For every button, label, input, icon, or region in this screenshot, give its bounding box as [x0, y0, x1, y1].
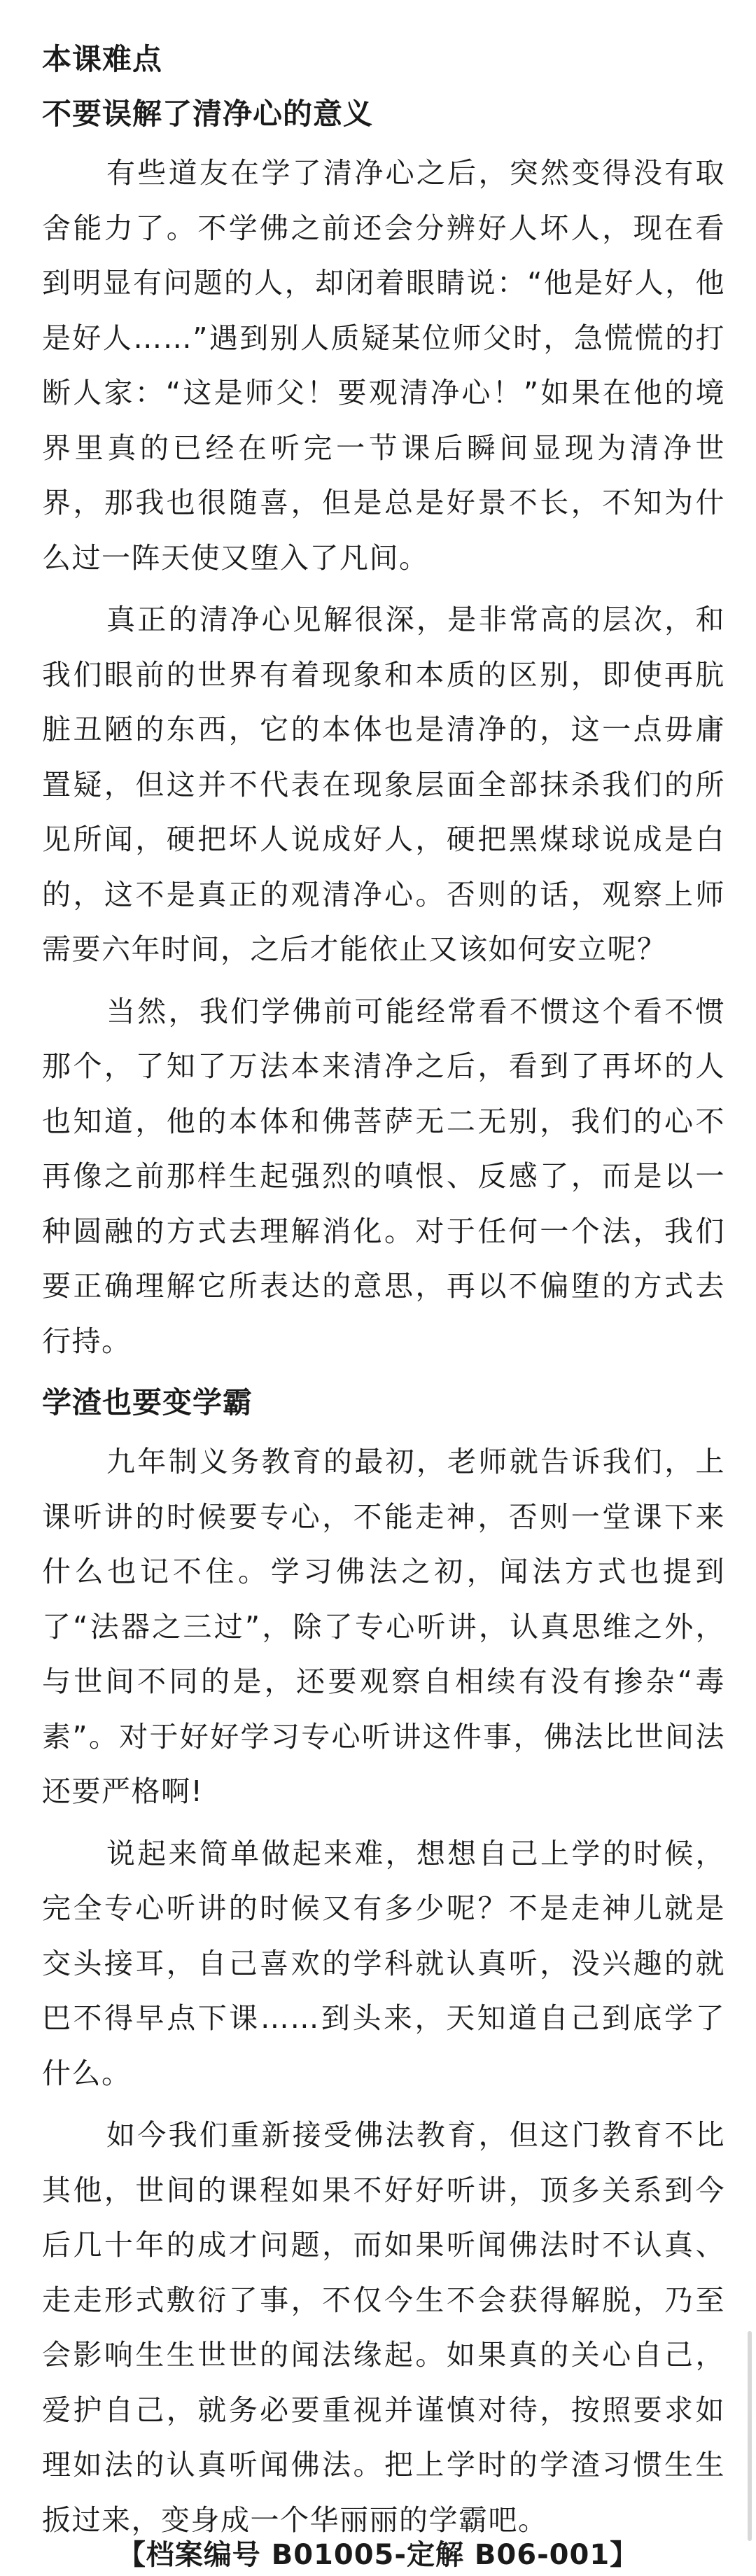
- paragraph: 如今我们重新接受佛法教育，但这门教育不比其他，世间的课程如果不好好听讲，顶多关系到今后几十年的成才问题，而如果听闻佛法时不认真、走走形式敷衍了事，不仅今生不会获得解脱，乃至会影响生生世世的闻法缘起。如果真的关心自己，爱护自己，就务必要重视并谨慎对待，按照要求如理如法的认真听闻佛法。把上学时的学渣习惯生生扳过来，变身成一个华丽丽的学霸吧。: [42, 2118, 725, 2537]
- paragraph: 说起来简单做起来难，想想自己上学的时候，完全专心听讲的时候又有多少呢？不是走神儿就是交头接耳，自己喜欢的学科就认真听，没兴趣的就巴不得早点下课……到头来，天知道自己到底学了什么。: [42, 1836, 725, 2090]
- paragraph: 真正的清净心见解很深，是非常高的层次，和我们眼前的世界有着现象和本质的区别，即使再肮脏丑陋的东西，它的本体也是清净的，这一点毋庸置疑，但这并不代表在现象层面全部抹杀我们的所见所闻，硬把坏人说成好人，硬把黑煤球说成是白的，这不是真正的观清净心。否则的话，观察上师需要六年时间，之后才能依止又该如何安立呢？: [42, 603, 725, 966]
- paragraph: 九年制义务教育的最初，老师就告诉我们，上课听讲的时候要专心，不能走神，否则一堂课下来什么也记不住。学习佛法之初，闻法方式也提到了“法器之三过”，除了专心听讲，认真思维之外，与世间不同的是，还要观察自相续有没有掺杂“毒素”。对于好好学习专心听讲这件事，佛法比世间法还要严格啊!: [42, 1445, 725, 1808]
- paragraph: 有些道友在学了清净心之后，突然变得没有取舍能力了。不学佛之前还会分辨好人坏人，现在看到明显有问题的人，却闭着眼睛说：“他是好人，他是好人……”遇到别人质疑某位师父时，急慌慌的打断人家：“这是师父！要观清净心！”如果在他的境界里真的已经在听完一节课后瞬间显现为清净世界，那我也很随喜，但是总是好景不长，不知为什么过一阵天使又堕入了凡间。: [42, 156, 725, 575]
- archive-number: 【档案编号 B01005-定解 B06-001】: [117, 2539, 639, 2571]
- section-title-study: 学渣也要变学霸: [42, 1385, 253, 1420]
- paragraph: 当然，我们学佛前可能经常看不惯这个看不惯那个，了知了万法本来清净之后，看到了再坏的人也知道，他的本体和佛菩萨无二无别，我们的心不再像之前那样生起强烈的嗔恨、反感了，而是以一种圆融的方式去理解消化。对于任何一个法，我们要正确理解它所表达的意思，再以不偏堕的方式去行持。: [42, 994, 725, 1358]
- scrollbar[interactable]: [748, 2331, 752, 2541]
- section-title-difficulty: 本课难点: [42, 42, 163, 76]
- section-subtitle-pure-mind: 不要误解了清净心的意义: [42, 97, 374, 131]
